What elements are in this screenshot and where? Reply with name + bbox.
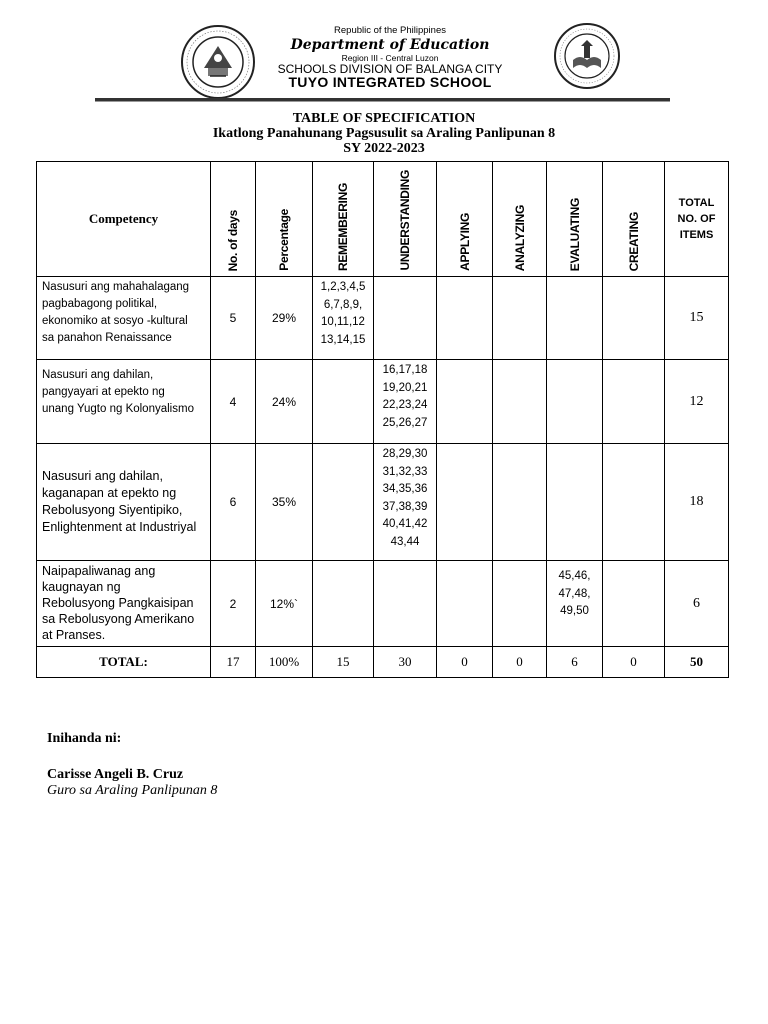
remembering-header-label: REMEMBERING (336, 182, 350, 271)
item-numbers: 1,2,3,4,5 (320, 281, 366, 293)
evaluating-header-label: EVALUATING (567, 197, 582, 271)
preparer-role: Guro sa Araling Panlipunan 8 (47, 783, 218, 798)
competency-cell (37, 360, 211, 444)
total-items-cell: 12 (665, 360, 729, 444)
item-numbers: 37,38,39 (382, 500, 428, 513)
applying-cell (437, 360, 493, 444)
school-seal-icon (553, 22, 621, 90)
understanding-cell (374, 360, 437, 444)
competency-cell (37, 444, 211, 561)
applying-cell (437, 444, 493, 561)
competency-cell (37, 277, 211, 360)
competency-line: Nasusuri ang mahahalagang (42, 281, 190, 293)
total-items-cell: 15 (665, 277, 729, 360)
totals-label: TOTAL: (37, 647, 211, 678)
totals-evaluating: 6 (547, 647, 603, 678)
analyzing-cell (493, 561, 547, 647)
evaluating-cell (547, 444, 603, 561)
competency-line: pangyayari at epekto ng (42, 386, 165, 398)
header-divider (95, 98, 670, 101)
days-cell: 5 (211, 277, 256, 360)
total-header-line3: ITEMS (679, 229, 714, 241)
table-row (37, 561, 729, 647)
main-title: TABLE OF SPECIFICATION (292, 111, 476, 126)
preparer-name: Carisse Angeli B. Cruz (47, 767, 184, 782)
item-numbers: 43,44 (390, 535, 420, 548)
creating-header-label: CREATING (626, 211, 641, 271)
school-seal (553, 22, 621, 90)
specification-table (36, 161, 729, 678)
understanding-header-label: UNDERSTANDING (398, 170, 412, 271)
competency-line: sa Rebolusyong Amerikano (42, 612, 195, 626)
total-items-cell: 18 (665, 444, 729, 561)
prepared-by (47, 731, 217, 799)
percentage-header (256, 162, 313, 277)
competency-line: Naipapaliwanag ang (42, 564, 156, 578)
header-row (37, 162, 729, 277)
totals-understanding: 30 (374, 647, 437, 678)
days-header-label: No. of days (226, 209, 240, 271)
competency-line: Nasusuri ang dahilan, (42, 469, 163, 483)
creating-cell (603, 360, 665, 444)
school-year: SY 2022-2023 (343, 141, 425, 156)
percentage-cell: 24% (256, 360, 313, 444)
school-name: TUYO INTEGRATED SCHOOL (288, 74, 492, 90)
competency-line: Nasusuri ang dahilan, (42, 369, 154, 381)
region-text: Region III - Central Luzon (341, 52, 439, 63)
prepared-by-label: Inihanda ni: (47, 731, 122, 746)
competency-line: kaugnayan ng (42, 580, 121, 594)
applying-header-label: APPLYING (457, 213, 472, 271)
creating-header (603, 162, 665, 277)
remembering-header (313, 162, 374, 277)
competency-line: at Pranses. (42, 628, 106, 642)
analyzing-header-label: ANALYZING (512, 204, 527, 271)
item-numbers: 6,7,8,9, (323, 298, 363, 311)
item-numbers: 22,23,24 (382, 399, 428, 411)
letterhead (230, 26, 550, 89)
totals-items: 50 (665, 647, 729, 678)
understanding-cell (374, 444, 437, 561)
department-text: Department of Education (290, 36, 490, 53)
days-header (211, 162, 256, 277)
total-items-header (665, 162, 729, 277)
item-numbers: 19,20,21 (382, 381, 428, 394)
competency-cell (37, 561, 211, 647)
evaluating-header (547, 162, 603, 277)
item-numbers: 10,11,12 (321, 316, 365, 328)
table-row (37, 277, 729, 360)
competency-line: kaganapan at epekto ng (42, 486, 177, 500)
item-numbers: 16,17,18 (382, 364, 428, 376)
analyzing-cell (493, 360, 547, 444)
republic-text: Republic of the Philippines (334, 25, 446, 36)
remembering-cell (313, 444, 374, 561)
competency-line: Enlightenment at Industriyal (42, 520, 197, 534)
competency-line: pagbabagong politikal, (42, 298, 158, 310)
percentage-cell: 12%` (256, 561, 313, 647)
creating-cell (603, 561, 665, 647)
item-numbers: 49,50 (560, 605, 589, 617)
applying-cell (437, 561, 493, 647)
totals-days: 17 (211, 647, 256, 678)
competency-line: unang Yugto ng Kolonyalismo (42, 403, 194, 415)
competency-header: Competency (37, 162, 211, 277)
item-numbers: 34,35,36 (382, 483, 428, 495)
days-cell: 6 (211, 444, 256, 561)
remembering-cell (313, 277, 374, 360)
document-titles (0, 111, 768, 156)
remembering-cell (313, 360, 374, 444)
item-numbers: 25,26,27 (382, 416, 428, 429)
competency-line: sa panahon Renaissance (42, 332, 172, 344)
table-row (37, 444, 729, 561)
exam-subtitle: Ikatlong Panahunang Pagsusulit sa Araling Panlipunan 8 (212, 126, 556, 141)
totals-creating: 0 (603, 647, 665, 678)
percentage-cell: 35% (256, 444, 313, 561)
creating-cell (603, 444, 665, 561)
evaluating-cell (547, 360, 603, 444)
analyzing-cell (493, 277, 547, 360)
item-numbers: 45,46, (558, 570, 591, 582)
understanding-cell (374, 277, 437, 360)
total-header-line2: NO. OF (677, 213, 716, 225)
analyzing-cell (493, 444, 547, 561)
creating-cell (603, 277, 665, 360)
percentage-header-label: Percentage (277, 209, 291, 271)
totals-remembering: 15 (313, 647, 374, 678)
understanding-header (374, 162, 437, 277)
analyzing-header (493, 162, 547, 277)
competency-line: Rebolusyong Pangkaisipan (42, 596, 194, 610)
totals-row (37, 647, 729, 678)
item-numbers: 28,29,30 (382, 448, 428, 460)
applying-header (437, 162, 493, 277)
percentage-cell: 29% (256, 277, 313, 360)
item-numbers: 31,32,33 (382, 465, 428, 478)
table-row (37, 360, 729, 444)
days-cell: 4 (211, 360, 256, 444)
competency-line: Rebolusyong Siyentipiko, (42, 503, 183, 517)
evaluating-cell (547, 561, 603, 647)
understanding-cell (374, 561, 437, 647)
total-header-line1: TOTAL (678, 197, 715, 209)
evaluating-cell (547, 277, 603, 360)
item-numbers: 40,41,42 (382, 518, 428, 530)
competency-line: ekonomiko at sosyo -kultural (42, 315, 188, 327)
division-text: SCHOOLS DIVISION OF BALANGA CITY (277, 62, 503, 76)
days-cell: 2 (211, 561, 256, 647)
item-numbers: 13,14,15 (320, 333, 366, 346)
remembering-cell (313, 561, 374, 647)
totals-percentage: 100% (256, 647, 313, 678)
applying-cell (437, 277, 493, 360)
totals-applying: 0 (437, 647, 493, 678)
total-items-cell: 6 (665, 561, 729, 647)
item-numbers: 47,48, (558, 587, 591, 600)
totals-analyzing: 0 (493, 647, 547, 678)
